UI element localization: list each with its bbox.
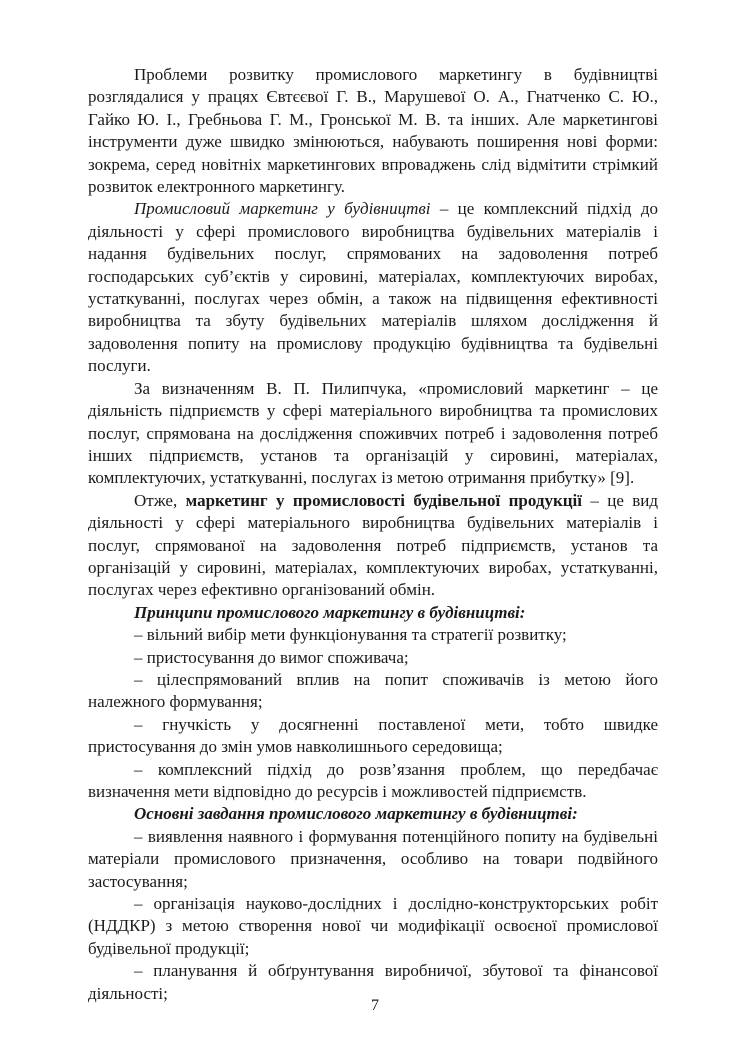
list-item: – пристосування до вимог споживача; [134, 647, 409, 667]
intro-paragraph: Проблеми розвитку промислового маркетингу в будівництві розглядалися у працях Євтєєвої Г. В., Марушевої О. А., Гнатченко С. Ю., Гайко Ю. І., Гребньова Г. М., Гронської М. В. та інших. Але маркетингові інструменти дуже швидко змінюються, набувають поширення нові форми: зокрема, серед новітніх маркетингових впроваджень слід відмітити стрімкий розвиток електронного маркетингу. [88, 65, 658, 197]
list-item: – комплексний підхід до розв’язання проблем, що передбачає визначення мети відповідно до ресурсів і можливостей підприємств. [88, 759, 658, 801]
conclusion-lead: Отже, [134, 490, 186, 510]
list-item: – вільний вибір мети функціонування та стратегії розвитку; [134, 625, 567, 645]
document-page [88, 64, 658, 1005]
principles-heading: Принципи промислового маркетингу в будівництві: [134, 602, 526, 622]
definition-paragraph [88, 198, 658, 377]
conclusion-term: маркетинг у промисловості будівельної продукції [185, 490, 582, 510]
definition-text: – це комплексний підхід до діяльності у сфері промислового виробництва будівельних матеріалів і надання будівельних послуг, спрямованих на задоволення потреб господарських суб’єктів у сировині, матеріалах, комплектуючих виробах, устаткуванні, послугах через обмін, а також на підвищення ефективності виробництва та збуту будівельних матеріалів шляхом дослідження й задоволення попиту на промислову продукцію будівництва та будівельні послуги. [88, 199, 658, 376]
conclusion-text: – це вид діяльності у сфері матеріального виробництва будівельних матеріалів і послуг, спрямованої на задоволення потреб підприємств, установ та організацій у сировині, матеріалах, комплектуючих виробах, устаткуванні, послугах через ефективно організований обмін. [88, 490, 658, 600]
list-item: – організація науково-дослідних і дослідно-конструкторських робіт (НДДКР) з метою створення нової чи модифікації освоєної промислової будівельної продукції; [88, 894, 658, 958]
definition-term: Промисловий маркетинг у будівництві [134, 199, 431, 219]
conclusion-paragraph [88, 490, 658, 602]
page-number: 7 [371, 997, 379, 1014]
list-item: – планування й обґрунтування виробничої, збутової та фінансової діяльності; [88, 961, 658, 1003]
list-item: – виявлення наявного і формування потенційного попиту на будівельні матеріали промислового призначення, особливо на товари подвійного застосування; [88, 826, 658, 891]
tasks-heading: Основні завдання промислового маркетингу в будівництві: [134, 804, 578, 824]
list-item: – гнучкість у досягненні поставленої мети, тобто швидке пристосування до змін умов навколишнього середовища; [88, 714, 658, 757]
list-item: – цілеспрямований вплив на попит споживачів із метою його належного формування; [88, 669, 658, 712]
quote-paragraph: За визначенням В. П. Пилипчука, «промисловий маркетинг – це діяльність підприємств у сфері матеріального виробництва та промислових послуг, спрямована на дослідження споживчих потреб і задоволення потреб інших підприємств, установ та організацій у сировині, матеріалах, комплектуючих, устаткуванні, послугах із метою отримання прибутку» [9]. [88, 378, 658, 488]
